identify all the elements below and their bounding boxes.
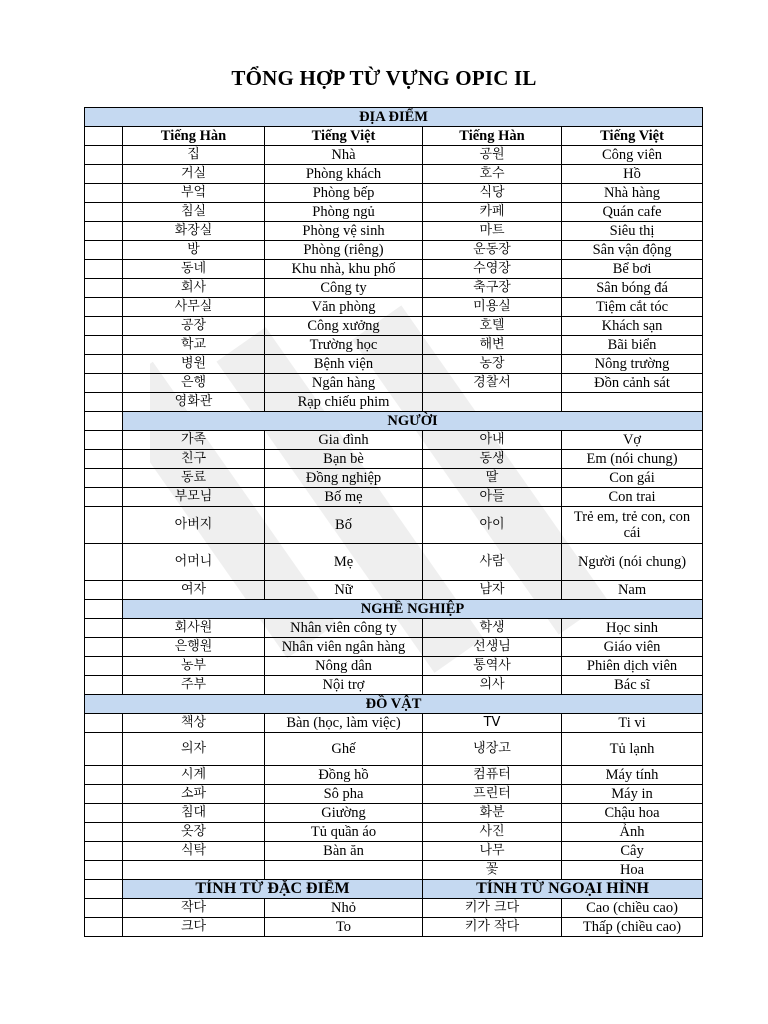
table-row — [85, 657, 703, 676]
vietnamese-word: Chậu hoa — [562, 804, 703, 823]
vietnamese-word: Ảnh — [562, 823, 703, 842]
blank-cell — [85, 203, 123, 222]
korean-word: 화장실 — [123, 222, 265, 241]
table-row — [85, 714, 703, 733]
vietnamese-word: Nông dân — [265, 657, 423, 676]
section-title: ĐỒ VẬT — [85, 695, 703, 714]
korean-word: 가족 — [123, 431, 265, 450]
table-row — [85, 785, 703, 804]
korean-word: 화분 — [423, 804, 562, 823]
vietnamese-word: Ghế — [265, 733, 423, 766]
vietnamese-word: Máy in — [562, 785, 703, 804]
korean-word: 컴퓨터 — [423, 766, 562, 785]
korean-word: 식당 — [423, 184, 562, 203]
korean-word: 나무 — [423, 842, 562, 861]
blank-cell — [85, 241, 123, 260]
korean-word — [423, 393, 562, 412]
vocabulary-table-body — [85, 108, 703, 937]
vietnamese-word: Tiệm cắt tóc — [562, 298, 703, 317]
blank-cell — [85, 823, 123, 842]
vietnamese-word: Đồng hồ — [265, 766, 423, 785]
vietnamese-word: Phiên dịch viên — [562, 657, 703, 676]
blank-cell — [85, 469, 123, 488]
section-header-dia-diem — [85, 108, 703, 127]
table-row — [85, 260, 703, 279]
korean-word: 해변 — [423, 336, 562, 355]
korean-word: 키가 작다 — [423, 918, 562, 937]
column-header: Tiếng Việt — [265, 127, 423, 146]
blank-cell — [85, 317, 123, 336]
table-row — [85, 823, 703, 842]
blank-cell — [85, 638, 123, 657]
korean-word: 사무실 — [123, 298, 265, 317]
vocabulary-table — [84, 107, 703, 937]
vietnamese-word: Nữ — [265, 581, 423, 600]
korean-word: 식탁 — [123, 842, 265, 861]
vietnamese-word: Rạp chiếu phim — [265, 393, 423, 412]
table-row — [85, 861, 703, 880]
blank-cell — [85, 450, 123, 469]
table-row — [85, 317, 703, 336]
blank-cell — [85, 260, 123, 279]
vietnamese-word: Giáo viên — [562, 638, 703, 657]
table-row — [85, 222, 703, 241]
vietnamese-word — [562, 393, 703, 412]
table-row — [85, 355, 703, 374]
korean-word: 호텔 — [423, 317, 562, 336]
vietnamese-word: Bàn ăn — [265, 842, 423, 861]
blank-cell — [85, 581, 123, 600]
section-title-left: TÍNH TỪ ĐẶC ĐIỂM — [123, 880, 423, 899]
vietnamese-word: Nhân viên ngân hàng — [265, 638, 423, 657]
korean-word: 시계 — [123, 766, 265, 785]
blank-cell — [85, 127, 123, 146]
table-row — [85, 298, 703, 317]
korean-word: 농장 — [423, 355, 562, 374]
column-header: Tiếng Hàn — [423, 127, 562, 146]
section-header-nghe_nghiep — [85, 600, 703, 619]
korean-word: 아들 — [423, 488, 562, 507]
table-row — [85, 241, 703, 260]
blank-cell — [85, 507, 123, 544]
korean-word: 호수 — [423, 165, 562, 184]
vietnamese-word: Nhà — [265, 146, 423, 165]
vietnamese-word: Ngân hàng — [265, 374, 423, 393]
vietnamese-word: To — [265, 918, 423, 937]
table-row — [85, 544, 703, 581]
korean-word: 아내 — [423, 431, 562, 450]
vietnamese-word: Thấp (chiều cao) — [562, 918, 703, 937]
vietnamese-word: Gia đình — [265, 431, 423, 450]
korean-word: 동료 — [123, 469, 265, 488]
blank-cell — [85, 412, 123, 431]
vietnamese-word: Con trai — [562, 488, 703, 507]
table-row — [85, 146, 703, 165]
section-title: NGƯỜI — [123, 412, 703, 431]
blank-cell — [85, 899, 123, 918]
section-header-tinh-tu — [85, 880, 703, 899]
blank-cell — [85, 676, 123, 695]
korean-word: 옷장 — [123, 823, 265, 842]
korean-word: 통역사 — [423, 657, 562, 676]
korean-word: 의사 — [423, 676, 562, 695]
korean-word: 방 — [123, 241, 265, 260]
vietnamese-word: Em (nói chung) — [562, 450, 703, 469]
page-title: TỔNG HỢP TỪ VỰNG OPIC IL — [231, 66, 537, 90]
table-row — [85, 619, 703, 638]
korean-word: 집 — [123, 146, 265, 165]
blank-cell — [85, 298, 123, 317]
vietnamese-word: Công ty — [265, 279, 423, 298]
korean-word: 카페 — [423, 203, 562, 222]
vietnamese-word: Vợ — [562, 431, 703, 450]
vietnamese-word: Cây — [562, 842, 703, 861]
korean-word: 축구장 — [423, 279, 562, 298]
korean-word — [123, 861, 265, 880]
korean-word: 작다 — [123, 899, 265, 918]
korean-word: 냉장고 — [423, 733, 562, 766]
blank-cell — [85, 165, 123, 184]
vietnamese-word: Giường — [265, 804, 423, 823]
vietnamese-word: Công xưởng — [265, 317, 423, 336]
vietnamese-word: Ti vi — [562, 714, 703, 733]
vietnamese-word: Đồng nghiệp — [265, 469, 423, 488]
korean-word: 동생 — [423, 450, 562, 469]
vietnamese-word: Học sinh — [562, 619, 703, 638]
korean-word: 수영장 — [423, 260, 562, 279]
table-row — [85, 899, 703, 918]
korean-word: 주부 — [123, 676, 265, 695]
korean-word: 사람 — [423, 544, 562, 581]
blank-cell — [85, 488, 123, 507]
table-row — [85, 469, 703, 488]
korean-word: 선생님 — [423, 638, 562, 657]
section-title: NGHỀ NGHIỆP — [123, 600, 703, 619]
vietnamese-word: Nam — [562, 581, 703, 600]
vietnamese-word: Phòng khách — [265, 165, 423, 184]
korean-word: 책상 — [123, 714, 265, 733]
vietnamese-word: Tủ quần áo — [265, 823, 423, 842]
korean-word: 어머니 — [123, 544, 265, 581]
korean-word: 친구 — [123, 450, 265, 469]
korean-word: 회사원 — [123, 619, 265, 638]
vietnamese-word: Sô pha — [265, 785, 423, 804]
vietnamese-word: Máy tính — [562, 766, 703, 785]
vietnamese-word: Văn phòng — [265, 298, 423, 317]
column-header-row — [85, 127, 703, 146]
korean-word: 영화관 — [123, 393, 265, 412]
vietnamese-word: Mẹ — [265, 544, 423, 581]
blank-cell — [85, 714, 123, 733]
vietnamese-word: Bệnh viện — [265, 355, 423, 374]
table-row — [85, 336, 703, 355]
vietnamese-word: Bạn bè — [265, 450, 423, 469]
korean-word: 사진 — [423, 823, 562, 842]
korean-word: 운동장 — [423, 241, 562, 260]
korean-word: 마트 — [423, 222, 562, 241]
vietnamese-word: Bố — [265, 507, 423, 544]
korean-word: 아버지 — [123, 507, 265, 544]
vietnamese-word: Công viên — [562, 146, 703, 165]
vietnamese-word — [265, 861, 423, 880]
vietnamese-word: Đồn cảnh sát — [562, 374, 703, 393]
korean-word: 공장 — [123, 317, 265, 336]
korean-word: 미용실 — [423, 298, 562, 317]
blank-cell — [85, 393, 123, 412]
korean-word: 크다 — [123, 918, 265, 937]
korean-word: 프린터 — [423, 785, 562, 804]
table-row — [85, 488, 703, 507]
vietnamese-word: Bàn (học, làm việc) — [265, 714, 423, 733]
korean-word: 여자 — [123, 581, 265, 600]
korean-word: 침실 — [123, 203, 265, 222]
vietnamese-word: Phòng (riêng) — [265, 241, 423, 260]
section-title: ĐỊA ĐIỂM — [85, 108, 703, 127]
vietnamese-word: Siêu thị — [562, 222, 703, 241]
korean-word: 키가 크다 — [423, 899, 562, 918]
korean-word: 경찰서 — [423, 374, 562, 393]
korean-word: 꽃 — [423, 861, 562, 880]
blank-cell — [85, 619, 123, 638]
blank-cell — [85, 279, 123, 298]
korean-word: 학교 — [123, 336, 265, 355]
blank-cell — [85, 842, 123, 861]
table-row — [85, 733, 703, 766]
korean-word: 농부 — [123, 657, 265, 676]
vietnamese-word: Bãi biển — [562, 336, 703, 355]
vietnamese-word: Sân vận động — [562, 241, 703, 260]
table-row — [85, 804, 703, 823]
blank-cell — [85, 766, 123, 785]
vietnamese-word: Con gái — [562, 469, 703, 488]
vietnamese-word: Phòng bếp — [265, 184, 423, 203]
column-header: Tiếng Hàn — [123, 127, 265, 146]
vietnamese-word: Nhân viên công ty — [265, 619, 423, 638]
vietnamese-word: Bể bơi — [562, 260, 703, 279]
vietnamese-word: Tủ lạnh — [562, 733, 703, 766]
blank-cell — [85, 544, 123, 581]
blank-cell — [85, 861, 123, 880]
column-header: Tiếng Việt — [562, 127, 703, 146]
korean-word: 공원 — [423, 146, 562, 165]
vietnamese-word: Nhà hàng — [562, 184, 703, 203]
vietnamese-word: Nông trường — [562, 355, 703, 374]
table-row — [85, 203, 703, 222]
vietnamese-word: Bác sĩ — [562, 676, 703, 695]
blank-cell — [85, 184, 123, 203]
vietnamese-word: Phòng ngủ — [265, 203, 423, 222]
table-row — [85, 507, 703, 544]
korean-word: 소파 — [123, 785, 265, 804]
korean-word: 거실 — [123, 165, 265, 184]
korean-word: 아이 — [423, 507, 562, 544]
vietnamese-word: Trẻ em, trẻ con, con cái — [562, 507, 703, 544]
korean-word: 학생 — [423, 619, 562, 638]
table-row — [85, 184, 703, 203]
vietnamese-word: Nhỏ — [265, 899, 423, 918]
blank-cell — [85, 600, 123, 619]
table-row — [85, 581, 703, 600]
table-row — [85, 918, 703, 937]
blank-cell — [85, 804, 123, 823]
blank-cell — [85, 918, 123, 937]
blank-cell — [85, 374, 123, 393]
vietnamese-word: Phòng vệ sinh — [265, 222, 423, 241]
korean-word: TV — [423, 714, 562, 733]
table-row — [85, 676, 703, 695]
table-row — [85, 450, 703, 469]
korean-word: 부엌 — [123, 184, 265, 203]
vietnamese-word: Hồ — [562, 165, 703, 184]
table-row — [85, 842, 703, 861]
vietnamese-word: Quán cafe — [562, 203, 703, 222]
korean-word: 병원 — [123, 355, 265, 374]
vietnamese-word: Khách sạn — [562, 317, 703, 336]
blank-cell — [85, 431, 123, 450]
vietnamese-word: Cao (chiều cao) — [562, 899, 703, 918]
vietnamese-word: Người (nói chung) — [562, 544, 703, 581]
vietnamese-word: Khu nhà, khu phố — [265, 260, 423, 279]
blank-cell — [85, 733, 123, 766]
blank-cell — [85, 657, 123, 676]
vietnamese-word: Sân bóng đá — [562, 279, 703, 298]
table-row — [85, 766, 703, 785]
vietnamese-word: Bố mẹ — [265, 488, 423, 507]
korean-word: 은행 — [123, 374, 265, 393]
korean-word: 의자 — [123, 733, 265, 766]
section-header-nguoi — [85, 412, 703, 431]
vietnamese-word: Nội trợ — [265, 676, 423, 695]
table-row — [85, 431, 703, 450]
table-row — [85, 165, 703, 184]
section-title-right: TÍNH TỪ NGOẠI HÌNH — [423, 880, 703, 899]
korean-word: 딸 — [423, 469, 562, 488]
blank-cell — [85, 336, 123, 355]
blank-cell — [85, 355, 123, 374]
korean-word: 회사 — [123, 279, 265, 298]
blank-cell — [85, 785, 123, 804]
table-row — [85, 638, 703, 657]
vietnamese-word: Hoa — [562, 861, 703, 880]
section-header-do-vat — [85, 695, 703, 714]
korean-word: 동네 — [123, 260, 265, 279]
blank-cell — [85, 222, 123, 241]
korean-word: 부모님 — [123, 488, 265, 507]
table-row — [85, 393, 703, 412]
korean-word: 은행원 — [123, 638, 265, 657]
korean-word: 침대 — [123, 804, 265, 823]
korean-word: 남자 — [423, 581, 562, 600]
table-row — [85, 279, 703, 298]
blank-cell — [85, 146, 123, 165]
blank-cell — [85, 880, 123, 899]
table-row — [85, 374, 703, 393]
vietnamese-word: Trường học — [265, 336, 423, 355]
